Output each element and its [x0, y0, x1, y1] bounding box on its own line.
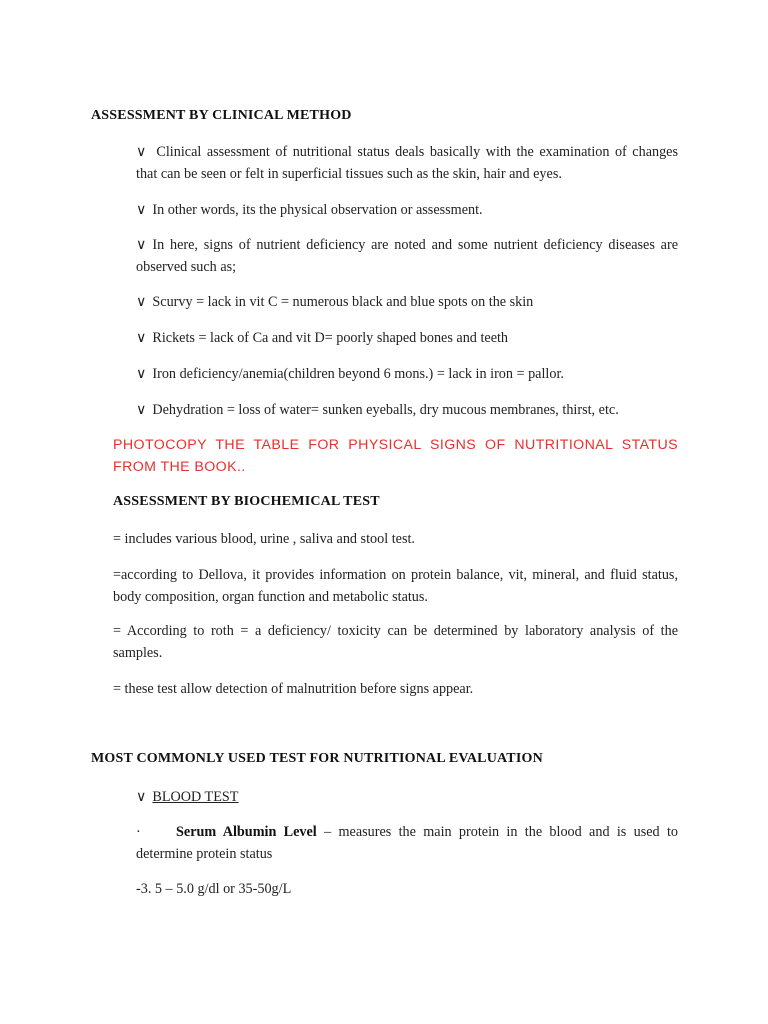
list-item [136, 292, 678, 314]
paragraph: = According to roth = a deficiency/ toxicity can be determined by laboratory analysis of the samples. [113, 623, 678, 661]
list-item-text: Iron deficiency/anemia(children beyond 6 mons.) = lack in iron = pallor. [152, 366, 564, 382]
paragraph: = includes various blood, urine , saliva and stool test. [113, 531, 415, 547]
heading-most-common-tests: MOST COMMONLY USED TEST FOR NUTRITIONAL EVALUATION [91, 751, 543, 766]
check-marker-icon: ∨ [136, 237, 147, 253]
photocopy-note: PHOTOCOPY THE TABLE FOR PHYSICAL SIGNS OF NUTRITIONAL STATUS FROM THE BOOK.. [113, 437, 678, 475]
check-marker-icon: ∨ [136, 366, 147, 382]
list-item [136, 142, 678, 185]
list-item [136, 200, 678, 222]
paragraph: =according to Dellova, it provides information on protein balance, vit, mineral, and fluid status, body composition, organ function and metabolic status. [113, 567, 678, 605]
check-marker-icon: ∨ [136, 789, 147, 805]
bullet-dot-icon: · [136, 824, 141, 840]
check-marker-icon: ∨ [136, 402, 147, 418]
list-item [136, 364, 678, 386]
check-marker-icon: ∨ [136, 202, 147, 218]
check-marker-icon: ∨ [136, 144, 147, 160]
list-item [136, 400, 678, 422]
paragraph: = these test allow detection of malnutrition before signs appear. [113, 681, 474, 697]
blood-test-label: BLOOD TEST [152, 789, 239, 805]
list-item-text: In here, signs of nutrient deficiency are noted and some nutrient deficiency diseases are observed such as; [136, 237, 678, 275]
list-item-text: In other words, its the physical observation or assessment. [152, 202, 483, 218]
list-item-text: Clinical assessment of nutritional status deals basically with the examination of changes that can be seen or felt in superficial tissues such as the skin, hair and eyes. [136, 144, 678, 182]
heading-clinical-method: ASSESSMENT BY CLINICAL METHOD [91, 108, 352, 123]
check-marker-icon: ∨ [136, 330, 147, 346]
list-item-text: Rickets = lack of Ca and vit D= poorly shaped bones and teeth [152, 330, 509, 346]
list-item [136, 328, 678, 350]
term-description: – measures the main protein in the blood and is used to determine protein status [136, 824, 678, 862]
heading-biochemical-test: ASSESSMENT BY BIOCHEMICAL TEST [113, 494, 380, 509]
reference-range: -3. 5 – 5.0 g/dl or 35-50g/L [136, 881, 292, 897]
check-marker-icon: ∨ [136, 294, 147, 310]
term-serum-albumin: Serum Albumin Level [176, 824, 317, 840]
subheading-blood-test [136, 787, 678, 809]
list-item [136, 235, 678, 278]
list-item-text: Scurvy = lack in vit C = numerous black and blue spots on the skin [152, 294, 534, 310]
list-item-text: Dehydration = loss of water= sunken eyeballs, dry mucous membranes, thirst, etc. [152, 402, 619, 418]
list-item [136, 822, 678, 865]
